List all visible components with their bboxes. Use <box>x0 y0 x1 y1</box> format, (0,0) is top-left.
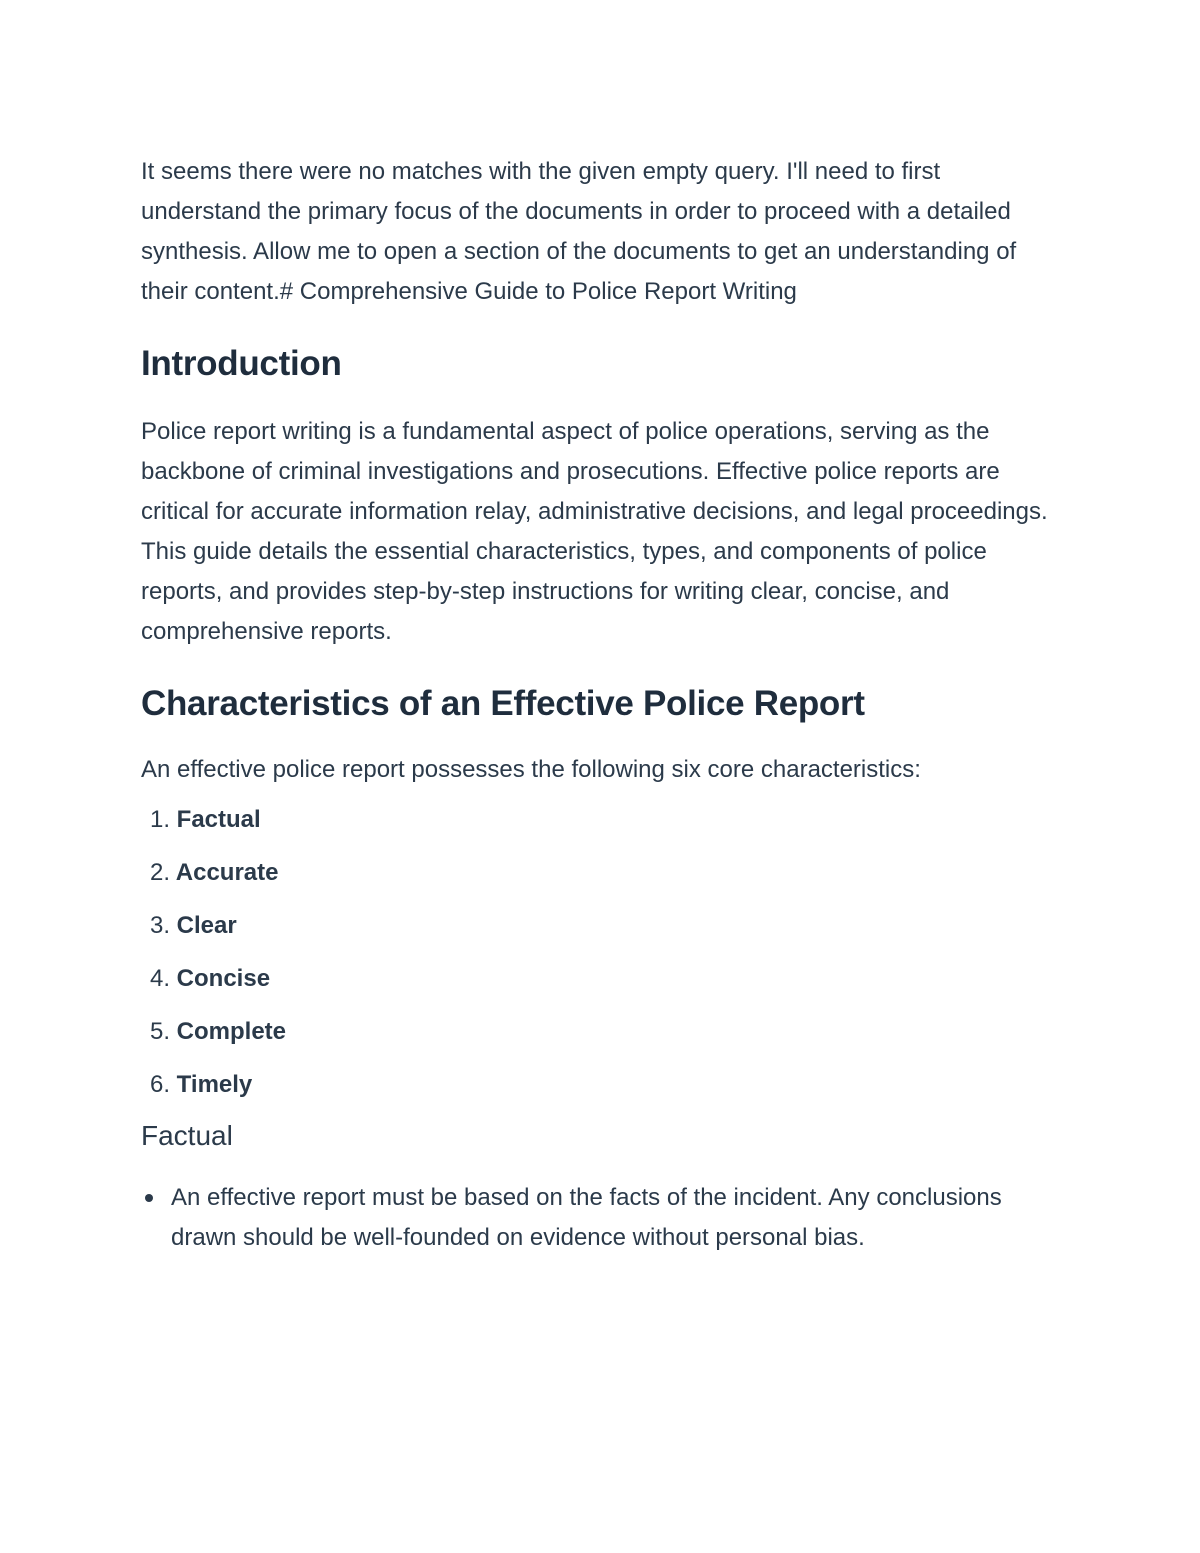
list-item <box>141 1012 1061 1065</box>
characteristics-lead: An effective police report possesses the following six core characteristics: <box>141 756 921 783</box>
bullet-dot-icon <box>145 1194 153 1202</box>
introduction-heading: Introduction <box>141 344 342 383</box>
list-item-number: 4. <box>149 965 170 992</box>
list-item-label: Complete <box>176 1018 287 1045</box>
factual-bullet-list <box>141 1178 1061 1258</box>
list-item-number: 1. <box>149 806 170 833</box>
list-item-number: 6. <box>149 1071 170 1098</box>
document-page <box>141 152 1061 1258</box>
list-item-number: 3. <box>149 912 170 939</box>
opening-paragraph: It seems there were no matches with the given empty query. I'll need to first understand the primary focus of the documents in order to proceed with a detailed synthesis. Allow me to open a section of the documents to get an understanding of their content.# Comprehensive Guide to Police Report Writing <box>141 158 1017 305</box>
list-item-number: 5. <box>149 1018 170 1045</box>
bullet-text: An effective report must be based on the facts of the incident. Any conclusions drawn should be well-founded on evidence without personal bias. <box>171 1184 1002 1251</box>
list-item <box>141 800 1061 853</box>
bullet-item <box>141 1178 1061 1258</box>
list-item <box>141 906 1061 959</box>
list-item-label: Timely <box>176 1071 253 1098</box>
characteristics-list <box>141 800 1061 1118</box>
factual-heading: Factual <box>141 1120 233 1151</box>
list-item <box>141 1065 1061 1118</box>
list-item-label: Clear <box>176 912 237 939</box>
list-item-label: Concise <box>176 965 271 992</box>
list-item <box>141 853 1061 906</box>
introduction-paragraph: Police report writing is a fundamental aspect of police operations, serving as the backbone of criminal investigations and prosecutions. Effective police reports are critical for accurate information relay, administrative decisions, and legal proceedings. This guide details the essential characteristics, types, and components of police reports, and provides step-by-step instructions for writing clear, concise, and comprehensive reports. <box>141 418 1048 645</box>
list-item-number: 2. <box>149 859 170 886</box>
characteristics-heading: Characteristics of an Effective Police Report <box>141 684 865 723</box>
list-item-label: Accurate <box>175 859 279 886</box>
list-item-label: Factual <box>176 806 261 833</box>
list-item <box>141 959 1061 1012</box>
